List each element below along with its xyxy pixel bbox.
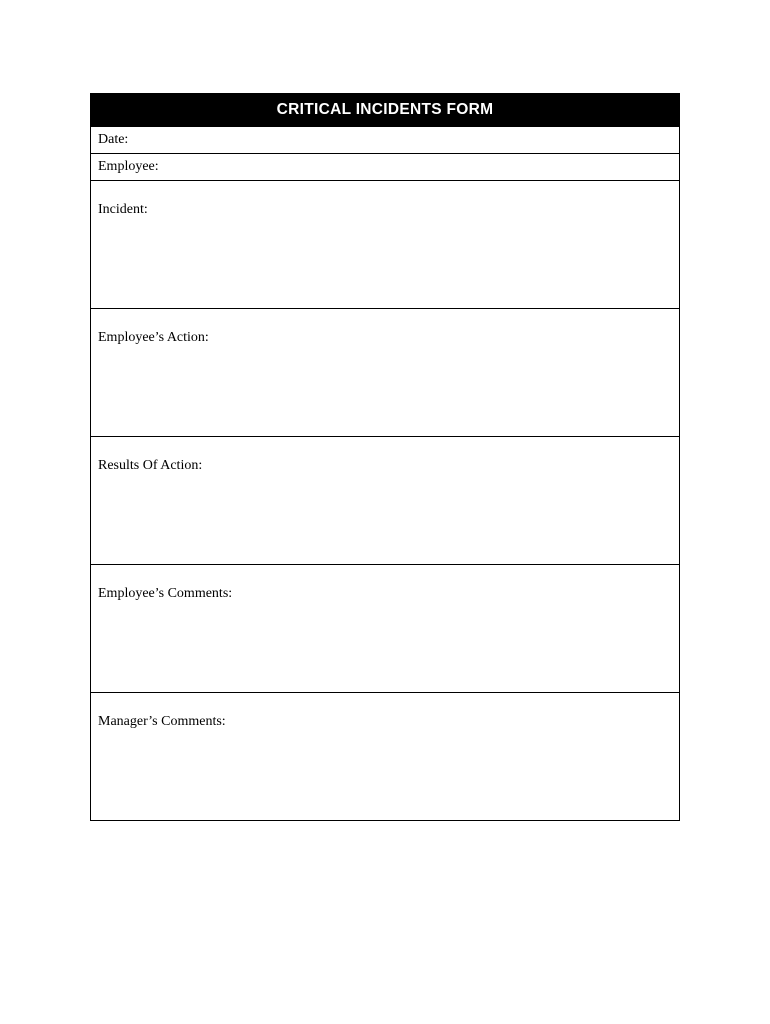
- employee-action-label: Employee’s Action:: [98, 330, 209, 345]
- employee-action-row: [91, 308, 679, 436]
- date-field[interactable]: [91, 127, 679, 153]
- form-title-bar: [91, 94, 679, 126]
- employee-row: [91, 153, 679, 180]
- manager-comments-label: Manager’s Comments:: [98, 714, 226, 729]
- results-of-action-row: [91, 436, 679, 564]
- employee-field[interactable]: [91, 154, 679, 180]
- incident-field[interactable]: [91, 221, 679, 308]
- manager-comments-field[interactable]: [91, 733, 679, 820]
- results-of-action-label: Results Of Action:: [98, 458, 203, 473]
- critical-incidents-form: [90, 93, 680, 821]
- incident-row: [91, 180, 679, 308]
- employee-comments-field[interactable]: [91, 605, 679, 692]
- results-of-action-field[interactable]: [91, 477, 679, 564]
- form-title: CRITICAL INCIDENTS FORM: [276, 101, 494, 118]
- employee-comments-label: Employee’s Comments:: [98, 586, 233, 601]
- date-label: Date:: [98, 132, 129, 147]
- employee-comments-row: [91, 564, 679, 692]
- manager-comments-row: [91, 692, 679, 820]
- incident-label: Incident:: [98, 202, 148, 217]
- date-row: [91, 126, 679, 153]
- employee-label: Employee:: [98, 159, 159, 174]
- employee-action-field[interactable]: [91, 349, 679, 436]
